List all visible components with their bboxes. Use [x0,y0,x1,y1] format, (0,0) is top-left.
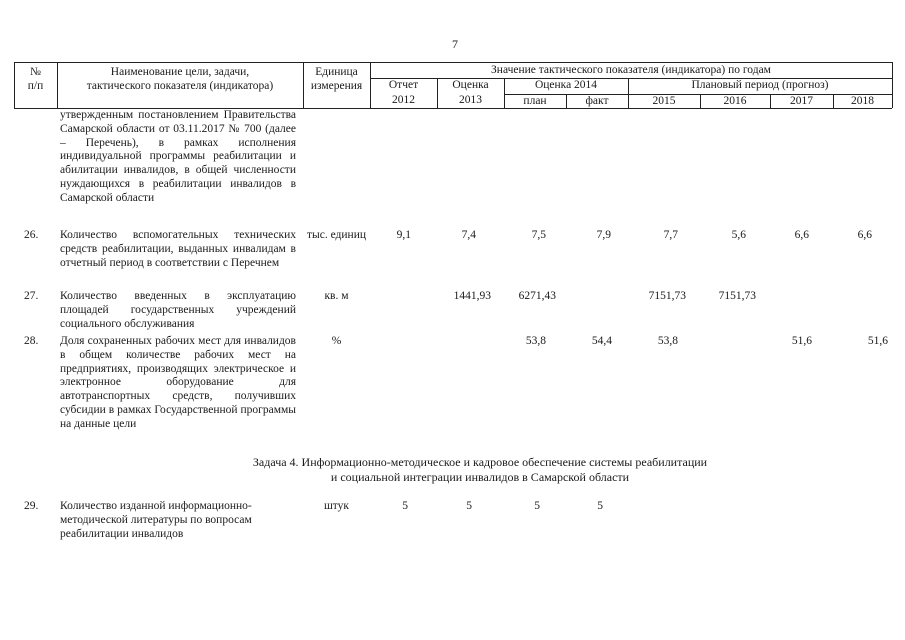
row-number: 28. [24,335,39,347]
task-4-title-line-2: и социальной интеграции инвалидов в Самарской области [330,470,630,484]
value-plan-2014: 53,8 [525,335,546,347]
indicator-name: Количество изданной информационно-методической литературы по вопросам реабилитации инвалидов [60,500,252,540]
value-2018: 6,6 [857,229,872,241]
header-num: № [30,66,41,78]
header-2017: 2017 [790,95,813,107]
value-2013: 5 [466,500,472,512]
value-2013: 1441,93 [453,290,491,302]
header-num-2: п/п [27,80,44,92]
row-number: 27. [24,290,39,302]
unit: штук [323,500,350,512]
header-unit: Единица [315,66,358,78]
value-fact-2014: 7,9 [596,229,611,241]
value-2012: 5 [402,500,408,512]
row-number: 29. [24,500,39,512]
header-name: Наименование цели, задачи, [110,66,250,78]
header-estimate-year: 2013 [459,94,482,106]
header-plan: план [523,95,547,107]
value-2015: 7,7 [663,229,678,241]
value-fact-2014: 5 [597,500,603,512]
header-fact: факт [585,95,609,107]
value-plan-2014: 5 [534,500,540,512]
task-4-title-line-1: Задача 4. Информационно-методическое и кадровое обеспечение системы реабилитации [252,455,708,469]
header-name-2: тактического показателя (индикатора) [86,80,274,92]
value-2016: 7151,73 [718,290,756,302]
continuation-text: утвержденным постановлением Правительства Самарской области от 03.11.2017 № 700 (далее – Перечень), в рамках исполнения индивидуальной программы реабилитации и абилитации инвалидов, в общей численности нуждающихся в реабилитации инвалидов в Самарской области [60,109,296,204]
value-fact-2014: 54,4 [591,335,612,347]
value-2017: 6,6 [794,229,809,241]
value-plan-2014: 7,5 [531,229,546,241]
unit: кв. м [324,290,349,302]
value-2015: 7151,73 [648,290,686,302]
header-report-year: 2012 [392,94,415,106]
row-number: 26. [24,229,39,241]
header-estimate: Оценка [452,79,489,91]
value-2016: 5,6 [731,229,746,241]
indicator-name: Количество введенных в эксплуатацию площадей государственных учреждений социального обслуживания [60,290,296,330]
indicator-name: Количество вспомогательных технических средств реабилитации, выданных инвалидам в отчетный период в соответствии с Перечнем [60,229,296,269]
header-2016: 2016 [723,95,747,107]
indicator-name: Доля сохраненных рабочих мест для инвалидов в общем количестве рабочих мест на предприятиях, производящих электрическое и электронное оборудование для автотранспортных средств, получивших субсидии в рамках Государственной программы на данные цели [60,335,296,430]
unit: тыс. единиц [306,229,367,241]
value-2015: 53,8 [657,335,678,347]
value-plan-2014: 6271,43 [518,290,556,302]
value-2012: 9,1 [396,229,411,241]
value-2018: 51,6 [867,335,888,347]
header-unit-2: измерения [310,80,363,92]
header-2018: 2018 [851,95,874,107]
page-number: 7 [452,37,458,51]
header-report: Отчет [388,79,419,91]
header-estimate-2014: Оценка 2014 [534,79,598,91]
header-planned-period: Плановый период (прогноз) [691,79,829,91]
value-2013: 7,4 [461,229,476,241]
value-2017: 51,6 [791,335,812,347]
unit: % [331,335,342,347]
header-2015: 2015 [652,95,676,107]
header-values: Значение тактического показателя (индикатора) по годам [491,64,771,76]
